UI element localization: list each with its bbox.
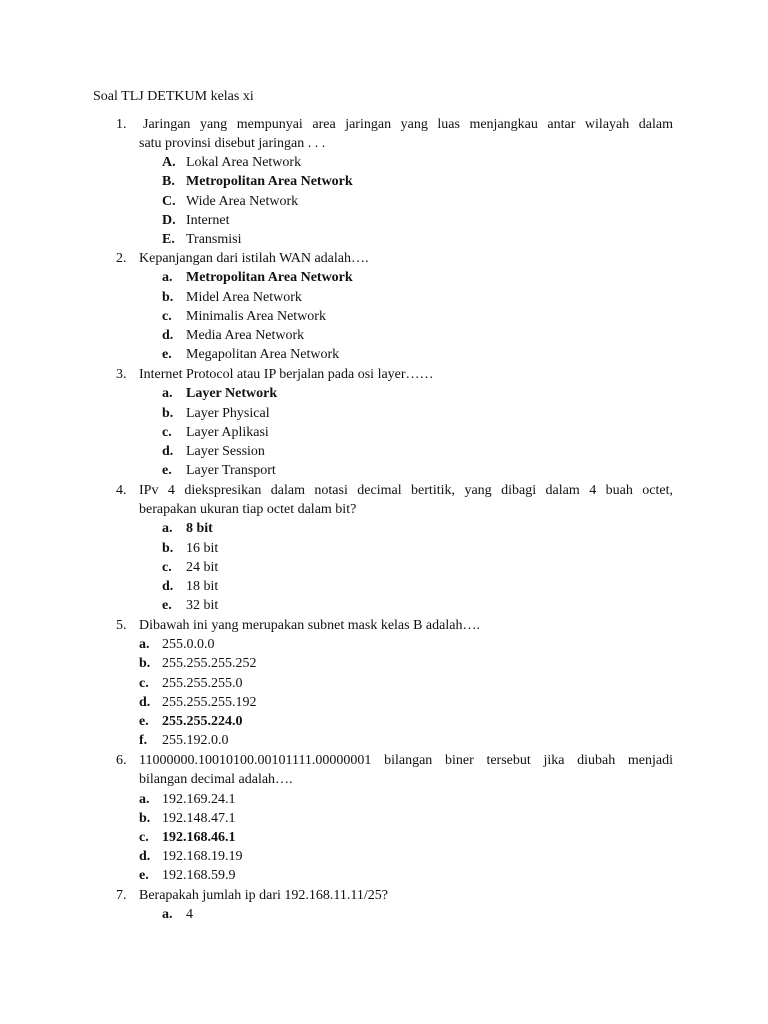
q1-option-c-letter: C.	[162, 194, 176, 209]
q6-option-e-letter: e.	[139, 868, 149, 883]
question-5-text-line-1: Dibawah ini yang merupakan subnet mask kelas B adalah….	[139, 618, 480, 633]
q6-option-c-letter: c.	[139, 830, 149, 845]
q6-option-c-text: 192.168.46.1	[162, 830, 236, 845]
q4-option-d-letter: d.	[162, 579, 174, 594]
q3-option-b-text: Layer Physical	[186, 406, 270, 421]
question-5-number: 5.	[116, 618, 127, 633]
q5-option-b-letter: b.	[139, 656, 151, 671]
q4-option-b-letter: b.	[162, 541, 174, 556]
q6-option-b-letter: b.	[139, 811, 151, 826]
q2-option-b-text: Midel Area Network	[186, 290, 302, 305]
q3-option-e-letter: e.	[162, 463, 172, 478]
q6-option-d-text: 192.168.19.19	[162, 849, 243, 864]
q4-option-e-letter: e.	[162, 598, 172, 613]
question-2-text-line-1: Kepanjangan dari istilah WAN adalah….	[139, 251, 369, 266]
q1-option-d-text: Internet	[186, 213, 230, 228]
q2-option-d-letter: d.	[162, 328, 174, 343]
q6-option-a-letter: a.	[139, 792, 150, 807]
q4-option-b-text: 16 bit	[186, 541, 219, 556]
q5-option-f-letter: f.	[139, 733, 148, 748]
q1-option-b-letter: B.	[162, 174, 175, 189]
q3-option-c-text: Layer Aplikasi	[186, 425, 269, 440]
q2-option-b-letter: b.	[162, 290, 174, 305]
q5-option-d-letter: d.	[139, 695, 151, 710]
q6-option-e-text: 192.168.59.9	[162, 868, 236, 883]
question-4-text-line-1: IPv 4 diekspresikan dalam notasi decimal bertitik, yang dibagi dalam 4 buah octet,	[139, 483, 673, 498]
q2-option-d-text: Media Area Network	[186, 328, 305, 343]
question-6-text-line-2: bilangan decimal adalah….	[139, 772, 293, 787]
question-1-text-line-2: satu provinsi disebut jaringan . . .	[139, 136, 326, 151]
q1-option-c-text: Wide Area Network	[186, 194, 299, 209]
q3-option-e-text: Layer Transport	[186, 463, 276, 478]
q3-option-a-text: Layer Network	[186, 386, 278, 401]
q4-option-d-text: 18 bit	[186, 579, 219, 594]
question-6-number: 6.	[116, 753, 127, 768]
q5-option-c-letter: c.	[139, 676, 149, 691]
q2-option-c-letter: c.	[162, 309, 172, 324]
q5-option-a-letter: a.	[139, 637, 150, 652]
q1-option-a-letter: A.	[162, 155, 176, 170]
q3-option-c-letter: c.	[162, 425, 172, 440]
q1-option-d-letter: D.	[162, 213, 176, 228]
document-title: Soal TLJ DETKUM kelas xi	[93, 89, 254, 104]
q5-option-a-text: 255.0.0.0	[162, 637, 215, 652]
q4-option-a-letter: a.	[162, 521, 173, 536]
q5-option-e-text: 255.255.224.0	[162, 714, 243, 729]
q5-option-e-letter: e.	[139, 714, 149, 729]
q1-option-e-letter: E.	[162, 232, 175, 247]
q2-option-a-letter: a.	[162, 270, 173, 285]
question-3-text-line-1: Internet Protocol atau IP berjalan pada osi layer……	[139, 367, 434, 382]
q5-option-d-text: 255.255.255.192	[162, 695, 257, 710]
question-3-number: 3.	[116, 367, 127, 382]
q7-option-a-letter: a.	[162, 907, 173, 922]
q3-option-a-letter: a.	[162, 386, 173, 401]
q2-option-e-text: Megapolitan Area Network	[186, 347, 340, 362]
question-1-text-line-1: Jaringan yang mempunyai area jaringan yang luas menjangkau antar wilayah dalam	[143, 117, 673, 132]
q6-option-d-letter: d.	[139, 849, 151, 864]
q6-option-b-text: 192.148.47.1	[162, 811, 236, 826]
q1-option-b-text: Metropolitan Area Network	[186, 174, 353, 189]
q6-option-a-text: 192.169.24.1	[162, 792, 236, 807]
q4-option-e-text: 32 bit	[186, 598, 219, 613]
q5-option-f-text: 255.192.0.0	[162, 733, 229, 748]
q3-option-b-letter: b.	[162, 406, 174, 421]
q1-option-e-text: Transmisi	[186, 232, 242, 247]
question-1-number: 1.	[116, 117, 127, 132]
q3-option-d-text: Layer Session	[186, 444, 265, 459]
q5-option-b-text: 255.255.255.252	[162, 656, 257, 671]
q5-option-c-text: 255.255.255.0	[162, 676, 243, 691]
q2-option-a-text: Metropolitan Area Network	[186, 270, 353, 285]
question-4-text-line-2: berapakan ukuran tiap octet dalam bit?	[139, 502, 357, 517]
question-2-number: 2.	[116, 251, 127, 266]
question-7-text-line-1: Berapakah jumlah ip dari 192.168.11.11/25?	[139, 888, 388, 903]
q4-option-c-text: 24 bit	[186, 560, 219, 575]
q4-option-c-letter: c.	[162, 560, 172, 575]
q4-option-a-text: 8 bit	[186, 521, 213, 536]
q3-option-d-letter: d.	[162, 444, 174, 459]
q2-option-c-text: Minimalis Area Network	[186, 309, 326, 324]
question-6-text-line-1: 11000000.10010100.00101111.00000001 bilangan biner tersebut jika diubah menjadi	[139, 753, 673, 768]
q7-option-a-text: 4	[186, 907, 193, 922]
q2-option-e-letter: e.	[162, 347, 172, 362]
q1-option-a-text: Lokal Area Network	[186, 155, 302, 170]
question-4-number: 4.	[116, 483, 127, 498]
question-7-number: 7.	[116, 888, 127, 903]
